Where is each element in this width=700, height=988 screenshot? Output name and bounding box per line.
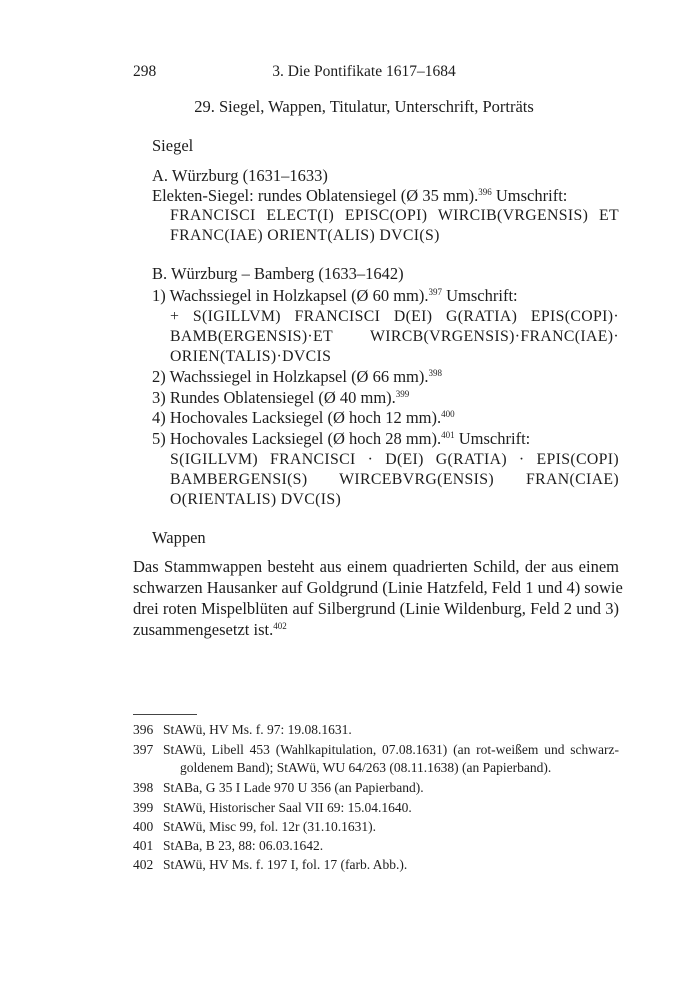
b2-line bbox=[152, 367, 442, 387]
wappen-line1: Das Stammwappen besteht aus einem quadrierten Schild, der aus einem bbox=[133, 557, 619, 576]
footnote-text: StAWü, Misc 99, fol. 12r (31.10.1631). bbox=[163, 819, 377, 834]
b1-caps-line3: ORIEN(TALIS)·DVCIS bbox=[170, 348, 332, 365]
b1-line bbox=[152, 286, 518, 306]
page-number: 298 bbox=[133, 63, 157, 80]
b4-text: 4) Hochovales Lacksiegel (Ø hoch 12 mm). bbox=[152, 408, 442, 427]
a-heading: A. Würzburg (1631–1633) bbox=[152, 166, 328, 185]
footnote-number: 396 bbox=[133, 722, 154, 737]
footnote-text-line2: goldenem Band); StAWü, WU 64/263 (08.11.1638) (an Papierband). bbox=[180, 760, 552, 775]
b3-line bbox=[152, 388, 409, 408]
running-head: 3. Die Pontifikate 1617–1684 bbox=[272, 63, 456, 80]
footnote-398 bbox=[133, 779, 619, 797]
b5-after: Umschrift: bbox=[454, 429, 531, 448]
wappen-line2: schwarzen Hausanker auf Goldgrund (Linie Hatzfeld, Feld 1 und 4) sowie bbox=[133, 578, 623, 597]
footnote-text: StAWü, HV Ms. f. 97: 19.08.1631. bbox=[163, 722, 352, 737]
footnote-number: 397 bbox=[133, 742, 154, 757]
b1-after: Umschrift: bbox=[442, 286, 518, 305]
b1-caps-line2: BAMB(ERGENSIS)·ET WIRCB(VRGENSIS)·FRANC(IAE)· bbox=[170, 328, 619, 345]
footnote-number: 399 bbox=[133, 800, 154, 815]
a-caps-line1: FRANCISCI ELECT(I) EPISC(OPI) WIRCIB(VRGENSIS) ET bbox=[170, 207, 619, 224]
footnote-text-line1: StAWü, Libell 453 (Wahlkapitulation, 07.08.1631) (an rot-weißem und schwarz- bbox=[163, 742, 619, 757]
b1-text: 1) Wachssiegel in Holzkapsel (Ø 60 mm). bbox=[152, 286, 429, 305]
a-line1-after: Umschrift: bbox=[491, 186, 568, 205]
b5-caps-line3: O(RIENTALIS) DVC(IS) bbox=[170, 491, 342, 508]
footnote-ref-396: 396 bbox=[478, 187, 492, 197]
footnote-number: 402 bbox=[133, 857, 154, 872]
footnote-401 bbox=[133, 837, 619, 855]
a-line1-text: Elekten-Siegel: rundes Oblatensiegel (Ø 35 mm). bbox=[152, 186, 479, 205]
wappen-line4 bbox=[133, 620, 287, 640]
footnote-ref-399: 399 bbox=[395, 389, 410, 399]
a-caps-line2: FRANC(IAE) ORIENT(ALIS) DVCI(S) bbox=[170, 227, 440, 244]
footnote-text: StABa, G 35 I Lade 970 U 356 (an Papierband). bbox=[163, 780, 424, 795]
footnote-ref-402: 402 bbox=[273, 621, 287, 631]
b3-text: 3) Rundes Oblatensiegel (Ø 40 mm). bbox=[152, 388, 396, 407]
b5-text: 5) Hochovales Lacksiegel (Ø hoch 28 mm). bbox=[152, 429, 442, 448]
siegel-heading: Siegel bbox=[152, 136, 194, 155]
wappen-line3: drei roten Mispelblüten auf Silbergrund (Linie Wildenburg, Feld 2 und 3) bbox=[133, 599, 619, 618]
footnote-ref-397: 397 bbox=[428, 287, 443, 297]
footnote-396 bbox=[133, 721, 619, 739]
footnote-number: 400 bbox=[133, 819, 154, 834]
b-heading: B. Würzburg – Bamberg (1633–1642) bbox=[152, 264, 404, 283]
b5-caps-line2: BAMBERGENSI(S) WIRCEBVRG(ENSIS) FRAN(CIAE) bbox=[170, 471, 619, 488]
b5-caps-line1: S(IGILLVM) FRANCISCI · D(EI) G(RATIA) · EPIS(COPI) bbox=[170, 451, 619, 468]
footnote-ref-398: 398 bbox=[428, 368, 443, 378]
footnote-400 bbox=[133, 818, 619, 836]
b5-line bbox=[152, 429, 530, 449]
footnote-397 bbox=[133, 741, 619, 777]
footnote-text: StABa, B 23, 88: 06.03.1642. bbox=[163, 838, 324, 853]
footnote-399 bbox=[133, 799, 619, 817]
b4-line bbox=[152, 408, 455, 428]
a-line1 bbox=[152, 186, 567, 206]
footnote-ref-400: 400 bbox=[441, 409, 455, 419]
wappen-line4-text: zusammengesetzt ist. bbox=[133, 620, 274, 639]
footnote-rule bbox=[133, 714, 197, 715]
footnote-text: StAWü, Historischer Saal VII 69: 15.04.1640. bbox=[163, 800, 412, 815]
b1-caps-line1: + S(IGILLVM) FRANCISCI D(EI) G(RATIA) EPIS(COPI)· bbox=[170, 308, 619, 325]
wappen-heading: Wappen bbox=[152, 528, 206, 547]
footnote-402 bbox=[133, 856, 619, 874]
footnote-number: 401 bbox=[133, 838, 154, 853]
footnote-number: 398 bbox=[133, 780, 154, 795]
b2-text: 2) Wachssiegel in Holzkapsel (Ø 66 mm). bbox=[152, 367, 429, 386]
footnote-text: StAWü, HV Ms. f. 197 I, fol. 17 (farb. Abb.). bbox=[163, 857, 408, 872]
section-title: 29. Siegel, Wappen, Titulatur, Unterschrift, Porträts bbox=[194, 97, 534, 116]
footnote-ref-401: 401 bbox=[441, 430, 455, 440]
